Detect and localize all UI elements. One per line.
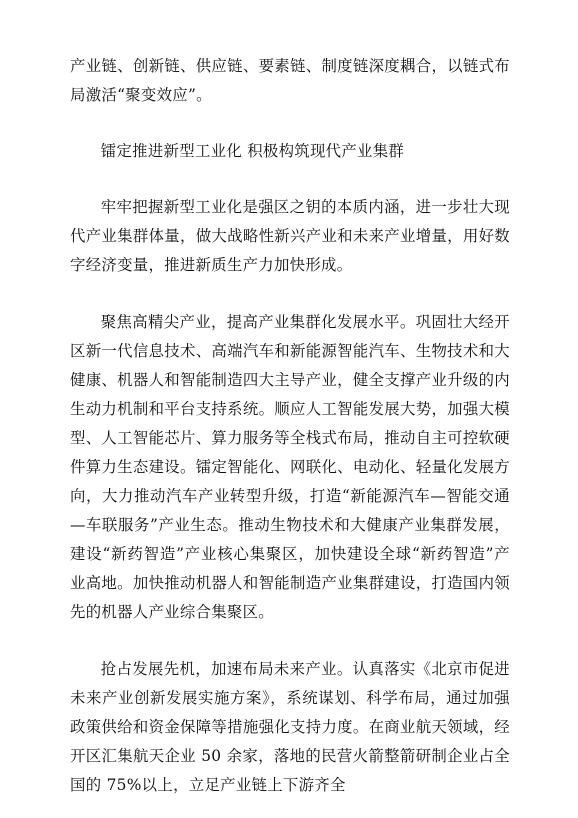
paragraph-high-tech-industry: 聚焦高精尖产业，提高产业集群化发展水平。巩固壮大经开区新一代信息技术、高端汽车和新能源智能汽车、生物技术和大健康、机器人和智能制造四大主导产业，健全支撑产业升级的内生动力机制和平台支持系统。顺应人工智能发展大势，加强大模型、人工智能芯片、算力服务等全栈式布局，推动自主可控软硬件算力生态建设。镭定智能化、网联化、电动化、轻量化发展方向，大力推动汽车产业转型升级，打造“新能源汽车—智能交通—车联服务”产业生态。推动生物技术和大健康产业集群发展，建设“新药智造”产业核心集聚区，加快建设全球“新药智造”产业高地。加快推动机器人和智能制造产业集群建设，打造国内领先的机器人产业综合集聚区。 (70, 313, 510, 621)
paragraph-future-industry: 抢占发展先机，加速布局未来产业。认真落实《北京市促进未来产业创新发展实施方案》，系统谋划、科学布局，通过加强政策供给和资金保障等措施强化支持力度。在商业航天领域，经开区汇集航天企业 50 余家，落地的民营火箭整箭研制企业占全国的 75%以上，立足产业链上下游齐全 (70, 660, 510, 794)
paragraph-continuation: 产业链、创新链、供应链、要素链、制度链深度耦合，以链式布局激活“聚变效应”。 (70, 57, 510, 104)
paragraph-intro: 牢牢把握新型工业化是强区之钥的本质内涵，进一步壮大现代产业集群体量，做大战略性新兴产业和未来产业增量，用好数字经济变量，推进新质生产力加快形成。 (70, 198, 510, 274)
section-heading: 镭定推进新型工业化 积极构筑现代产业集群 (100, 142, 405, 160)
document-page (70, 52, 510, 800)
